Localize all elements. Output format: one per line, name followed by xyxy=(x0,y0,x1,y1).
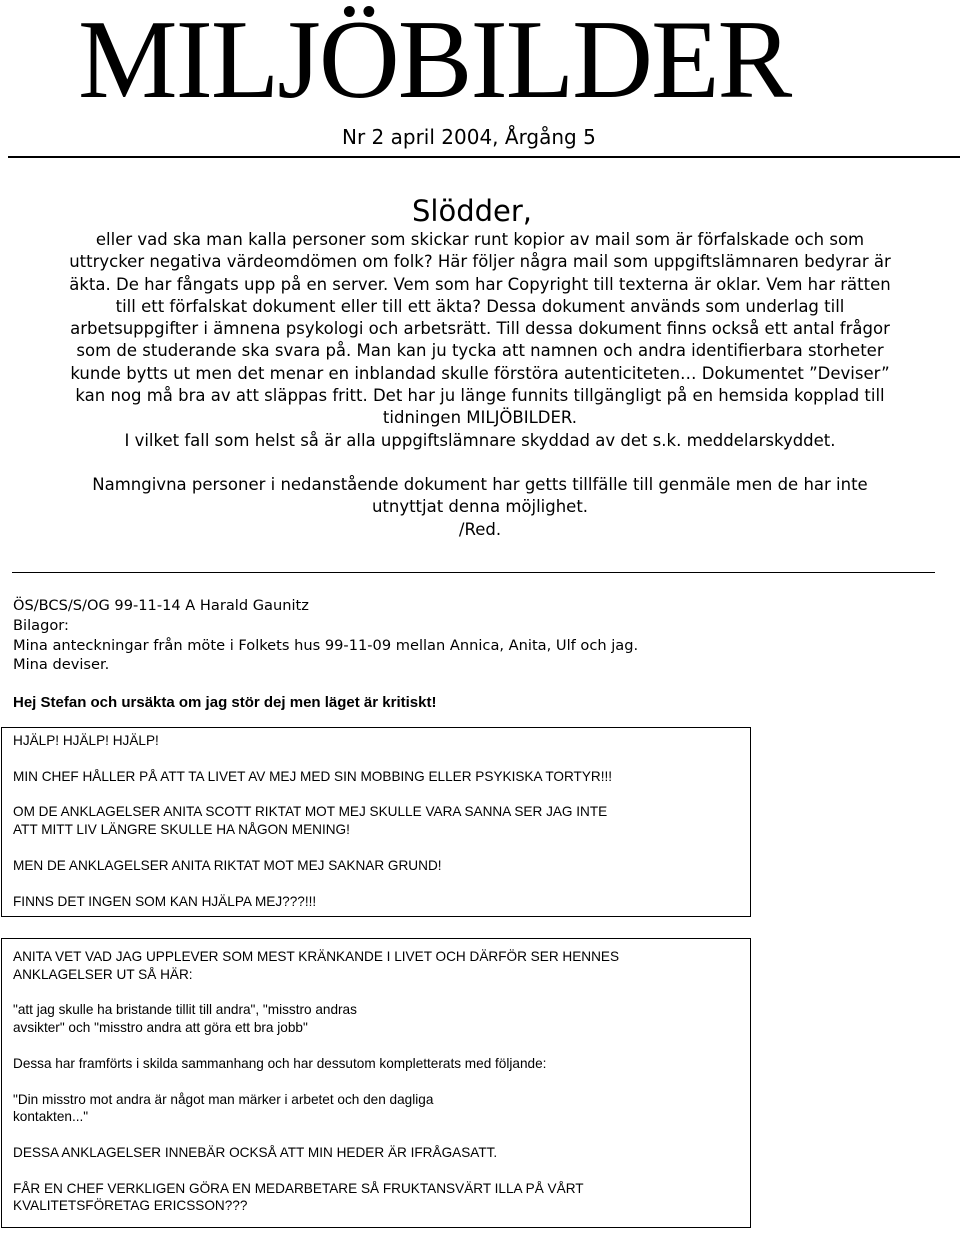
reference-line: Mina anteckningar från möte i Folkets hus 99-11-09 mellan Annica, Anita, Ulf och jag. xyxy=(13,636,639,654)
message-line: HJÄLP! HJÄLP! HJÄLP! xyxy=(13,733,159,748)
message-paragraph xyxy=(13,732,750,750)
spacer xyxy=(14,452,946,474)
note-line: Namngivna personer i nedanstående dokument har getts tillfälle till genmäle men de har inte xyxy=(92,474,868,494)
intro-line: äkta. De har fångats upp på en server. Vem som har Copyright till texterna är oklar. Vem har rätten xyxy=(69,274,891,294)
newspaper-title: MILJÖBILDER xyxy=(78,0,791,122)
message-paragraph xyxy=(13,1180,750,1215)
section-divider xyxy=(12,572,935,573)
intro-line: uttrycker negativa värdeomdömen om folk? Här följer några mail som uppgiftslämnaren bedyrar är xyxy=(69,252,891,272)
reference-line: Mina deviser. xyxy=(13,656,110,674)
message-line: FÅR EN CHEF VERKLIGEN GÖRA EN MEDARBETARE SÅ FRUKTANSVÄRT ILLA PÅ VÅRT xyxy=(13,1180,584,1196)
document-reference xyxy=(13,596,943,675)
message-paragraph xyxy=(13,803,750,838)
message-line: DESSA ANKLAGELSER INNEBÄR OCKSÅ ATT MIN HEDER ÄR IFRÅGASATT. xyxy=(13,1144,498,1160)
intro-paragraph xyxy=(14,229,946,452)
message-paragraph xyxy=(13,893,750,911)
message-line: ANITA VET VAD JAG UPPLEVER SOM MEST KRÄNKANDE I LIVET OCH DÄRFÖR SER HENNES xyxy=(13,949,620,964)
message-line: avsikter" och "misstro andra att göra ett bra jobb" xyxy=(13,1020,308,1036)
masthead xyxy=(0,0,960,160)
message-line: Dessa har framförts i skilda sammanhang och har dessutom kompletterats med följande: xyxy=(13,1055,547,1071)
editor-note xyxy=(14,474,946,541)
intro-line: I vilket fall som helst så är alla uppgiftslämnare skyddad av det s.k. meddelarskyddet. xyxy=(124,430,836,450)
message-line: ANKLAGELSER UT SÅ HÄR: xyxy=(13,966,193,982)
intro-line: som de studerande ska svara på. Man kan ju tycka att namnen och andra identifierbara storheter xyxy=(76,341,884,361)
message-line: "att jag skulle ha bristande tillit till andra", "misstro andras xyxy=(13,1002,357,1018)
message-line: OM DE ANKLAGELSER ANITA SCOTT RIKTAT MOT MEJ SKULLE VARA SANNA SER JAG INTE xyxy=(13,804,608,820)
note-line: utnyttjat denna möjlighet. xyxy=(371,497,589,517)
masthead-rule xyxy=(8,156,960,158)
message-paragraph xyxy=(13,948,750,983)
message-paragraph xyxy=(13,1144,750,1162)
message-line: FINNS DET INGEN SOM KAN HJÄLPA MEJ???!!! xyxy=(13,893,317,909)
message-line: KVALITETSFÖRETAG ERICSSON??? xyxy=(13,1198,248,1214)
reference-line: Bilagor: xyxy=(13,616,69,634)
reference-line: ÖS/BCS/S/OG 99-11-14 A Harald Gaunitz xyxy=(13,597,309,614)
message-paragraph xyxy=(13,768,750,786)
intro-line: arbetsuppgifter i ämnena psykologi och arbetsrätt. Till dessa dokument finns också ett antal frågor xyxy=(70,319,890,339)
message-paragraph xyxy=(13,1001,750,1036)
issue-line: Nr 2 april 2004, Årgång 5 xyxy=(342,125,596,149)
message-paragraph xyxy=(13,857,750,875)
message-line: ATT MITT LIV LÄNGRE SKULLE HA NÅGON MENING! xyxy=(13,822,350,838)
message-line: MIN CHEF HÅLLER PÅ ATT TA LIVET AV MEJ MED SIN MOBBING ELLER PSYKISKA TORTYR!!! xyxy=(13,768,613,784)
intro-line: tidningen MILJÖBILDER. xyxy=(382,408,578,428)
article-headline: Slödder, xyxy=(412,194,533,228)
document-greeting: Hej Stefan och ursäkta om jag stör dej men läget är kritiskt! xyxy=(13,694,437,711)
intro-line: eller vad ska man kalla personer som skickar runt kopior av mail som är förfalskade och som xyxy=(95,230,865,249)
intro-line: till ett förfalskat dokument eller till ett äkta? Dessa dokument används som underlag till xyxy=(115,296,845,316)
intro-line: kunde bytts ut men det menar en inblandad skulle förstöra autenticiteten… Dokumentet ”Deviser” xyxy=(70,363,890,383)
message-line: "Din misstro mot andra är något man märker i arbetet och den dagliga xyxy=(13,1091,434,1107)
message-line: kontakten..." xyxy=(13,1109,89,1125)
article-intro xyxy=(14,229,946,541)
note-line: /Red. xyxy=(458,519,502,539)
message-box-2 xyxy=(1,938,751,1228)
message-paragraph xyxy=(13,1055,750,1073)
intro-line: kan nog må bra av att släppas fritt. Det har ju länge funnits tillgängligt på en hemsida kopplad till xyxy=(75,386,885,406)
message-line: MEN DE ANKLAGELSER ANITA RIKTAT MOT MEJ SAKNAR GRUND! xyxy=(13,857,442,873)
message-paragraph xyxy=(13,1091,750,1126)
message-box-1 xyxy=(1,727,751,917)
